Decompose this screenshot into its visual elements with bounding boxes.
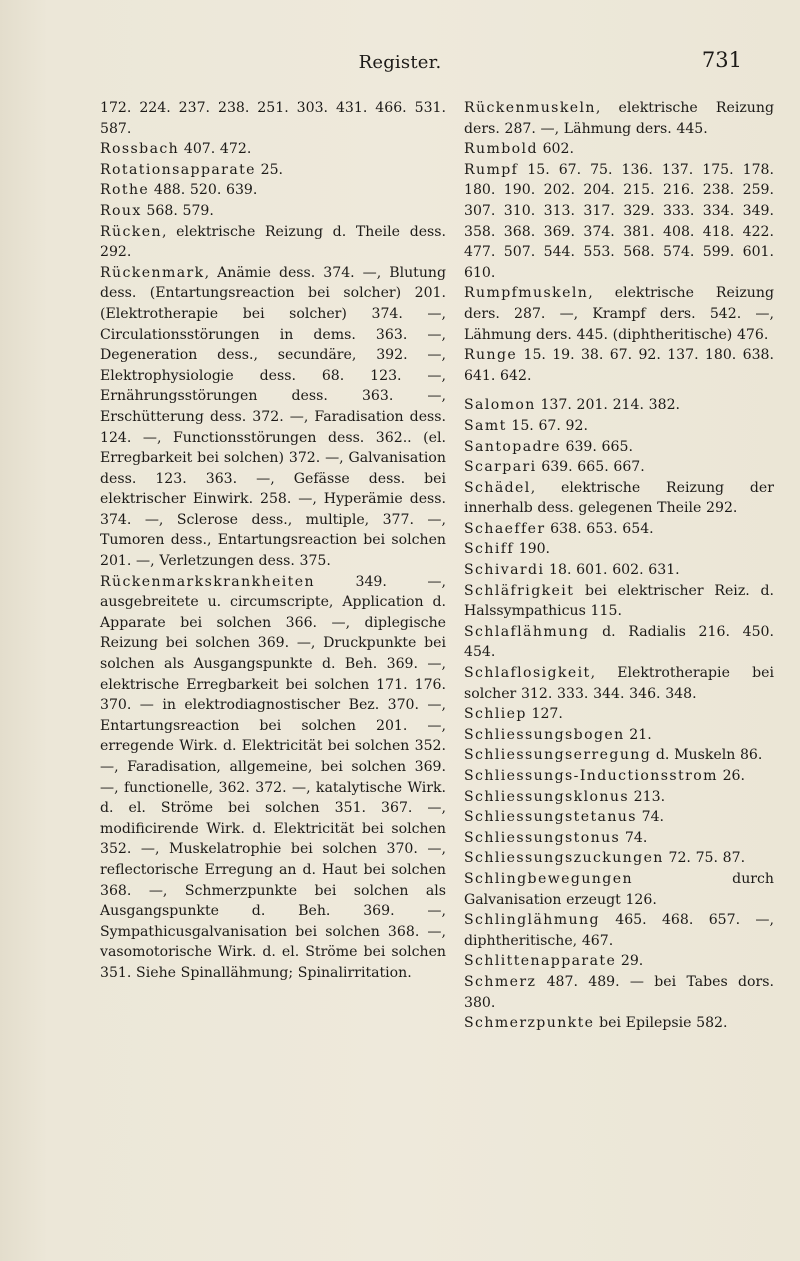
right-column (464, 98, 774, 1034)
index-entry (464, 519, 774, 540)
index-term: Samt (464, 417, 507, 434)
index-references: 137. 201. 214. 382. (535, 397, 681, 414)
index-entry (464, 160, 774, 284)
index-term: Schaeffer (464, 520, 546, 537)
index-term: Schliep (464, 706, 527, 723)
index-entry (464, 416, 774, 437)
index-references: 72. 75. 87. (663, 850, 746, 867)
index-entry (464, 539, 774, 560)
index-references: d. Muskeln 86. (651, 747, 763, 764)
index-entry (464, 828, 774, 849)
index-term: Schädel (464, 479, 531, 496)
index-entry (464, 663, 774, 704)
index-term: Schiff (464, 541, 514, 558)
index-entry (464, 848, 774, 869)
index-references: 18. 601. 602. 631. (544, 562, 680, 579)
index-references: 638. 653. 654. (545, 520, 654, 537)
index-references: 127. (526, 706, 563, 723)
page-header-title: Register. (358, 52, 442, 73)
index-references: 21. (624, 726, 652, 743)
index-entry (464, 478, 774, 519)
index-references: 25. (255, 161, 284, 178)
index-entry (464, 581, 774, 622)
index-term: Rücken (100, 223, 162, 240)
index-references: 407. 472. (179, 141, 252, 158)
index-term: Santopadre (464, 438, 561, 455)
index-references: 639. 665. 667. (536, 459, 645, 476)
index-references: bei elektrischer Reiz. d. Halssympathicus 115. (464, 582, 774, 620)
index-references: 349. —, ausgebreitete u. circumscripte, Application d. Apparate bei solchen 366. —, diplegische Reizung bei solchen 369. —, Druckpunkte bei solchen als Ausgangspunkte d. Beh. 369. —, elektrische Erregbarkeit bei solchen 171. 176. 370. — in elektrodiagnostischer Bez. 370. —, Entartungsreaction bei solchen 201. —, erregende Wirk. d. Elektricität bei solchen 352. —, Faradisation, allgemeine, bei solchen 369. —, functionelle, 362. 372. —, katalytische Wirk. d. el. Ströme bei solchen 351. 367. —, modificirende Wirk. d. Elektricität bei solchen 352. —, Muskelatrophie bei solchen 370. —, reflectorische Erregung an d. Haut bei solchen 368. —, Schmerzpunkte bei solchen als Ausgangspunkte d. Beh. 369. —, Sympathicusgalvanisation bei solchen 368. —, vasomotorische Wirk. d. el. Ströme bei solchen 351. Siehe Spinallähmung; Spinalirritation. (100, 573, 446, 981)
index-entry (464, 807, 774, 828)
index-entry (464, 704, 774, 725)
page-number: 731 (701, 48, 742, 72)
index-entry (464, 457, 774, 478)
index-term: Schlingbewegungen (464, 870, 633, 887)
index-term: Schlinglähmung (464, 912, 600, 929)
index-references: , elektrische Reizung ders. 287. —, Krampf ders. 542. —, Lähmung ders. 445. (diphtheritische) 476. (464, 285, 774, 343)
index-references: durch Galvanisation erzeugt 126. (464, 870, 774, 908)
index-term: Schläfrigkeit (464, 582, 575, 599)
index-entry (464, 283, 774, 345)
index-references: 15. 19. 38. 67. 92. 137. 180. 638. 641. 642. (464, 347, 774, 384)
index-term: Schmerzpunkte (464, 1015, 595, 1032)
index-term: Rossbach (100, 141, 180, 158)
index-entry (464, 395, 774, 416)
index-entry (464, 98, 774, 139)
index-entry (464, 725, 774, 746)
index-term: Scarpari (464, 459, 537, 476)
index-entry (464, 745, 774, 766)
index-references: 213. (628, 788, 666, 805)
index-term: Rothe (100, 182, 150, 199)
index-entry (464, 560, 774, 581)
index-references: d. Radialis 216. 450. 454. (464, 623, 774, 661)
index-references: 172. 224. 237. 238. 251. 303. 431. 466. 531. 587. (100, 100, 446, 137)
index-term: Salomon (464, 397, 536, 414)
index-entry (100, 572, 446, 984)
index-term: Schliessungsbogen (464, 726, 625, 743)
index-references: 568. 579. (141, 202, 214, 219)
index-references: 639. 665. (560, 438, 633, 455)
index-references: 74. (620, 829, 648, 846)
index-entry (464, 787, 774, 808)
index-term: Rückenmark (100, 264, 205, 281)
index-term: Schliessungs-Inductionsstrom (464, 768, 718, 784)
index-term: Rotationsapparate (100, 161, 256, 178)
index-entry (464, 910, 774, 951)
index-term: Schliessungszuckungen (464, 850, 664, 867)
index-term: Runge (464, 347, 518, 364)
index-entry (100, 222, 446, 263)
index-term: Schlittenapparate (464, 953, 617, 970)
index-entry (100, 160, 446, 181)
index-entry (464, 345, 774, 386)
index-entry (100, 263, 446, 572)
index-entry (464, 1013, 774, 1034)
index-entry (100, 180, 446, 201)
index-term: Schivardi (464, 562, 545, 579)
index-references: 74. (636, 809, 665, 826)
index-references: 15. 67. 75. 136. 137. 175. 178. 180. 190. 202. 204. 215. 216. 238. 259. 307. 310. 313. 317. 329. 333. 334. 349. 358. 368. 369. 374. 381. 408. 418. 422. 477. 507. 544. 553. 568. 574. 599. 601. 610. (464, 161, 774, 281)
index-term: Schlaflosigkeit (464, 665, 591, 682)
index-entry (464, 622, 774, 663)
index-term: Rumpfmuskeln (464, 285, 589, 302)
index-entry (464, 869, 774, 910)
index-term: Schliessungstetanus (464, 809, 637, 826)
index-term: Schlaflähmung (464, 623, 590, 640)
index-entry (100, 201, 446, 222)
index-references: 487. 489. — bei Tabes dors. 380. (464, 973, 774, 1011)
index-references: bei Epilepsie 582. (594, 1015, 728, 1032)
index-references: , Anämie dess. 374. —, Blutung dess. (Entartungsreaction bei solcher) 201. (Elektrotherapie bei solcher) 374. —, Circulationsstörungen in dems. 363. —, Degeneration dess., secundäre, 392. —, Elektrophysiologie dess. 68. 123. —, Ernährungsstörungen dess. 363. —, Erschütterung dess. 372. —, Faradisation dess. 124. —, Functionsstörungen dess. 362.. (el. Erregbarkeit bei solchen) 372. —, Galvanisation dess. 123. 363. —, Gefässe dess. bei elektrischer Einwirk. 258. —, Hyperämie dess. 374. —, Sclerose dess., multiple, 377. —, Tumoren dess., Entartungsreaction bei solchen 201. —, Verletzungen dess. 375. (100, 264, 446, 570)
index-references: , elektrische Reizung der innerhalb dess. gelegenen Theile 292. (464, 479, 774, 517)
index-references: , elektrische Reizung ders. 287. —, Lähmung ders. 445. (464, 100, 774, 137)
index-entry (464, 766, 774, 787)
index-entry (464, 972, 774, 1013)
index-term: Roux (100, 202, 142, 219)
index-term: Schliessungsklonus (464, 788, 629, 805)
index-references: , Elektrotherapie bei solcher 312. 333. 344. 346. 348. (464, 665, 774, 702)
index-entry (100, 98, 446, 139)
index-term: Rückenmuskeln (464, 100, 596, 116)
index-term: Rumbold (464, 141, 538, 158)
index-references: 29. (616, 953, 644, 970)
index-term: Rückenmarkskrankheiten (100, 573, 315, 590)
index-entry (100, 139, 446, 160)
index-entry (464, 139, 774, 160)
left-column (100, 98, 446, 984)
index-references: , elektrische Reizung d. Theile dess. 292. (100, 223, 446, 261)
index-term: Schliessungserregung (464, 747, 652, 764)
index-entry (464, 951, 774, 972)
index-references: 488. 520. 639. (149, 182, 258, 199)
index-term: Schmerz (464, 973, 537, 990)
index-references: 190. (513, 541, 551, 558)
index-references: 26. (717, 768, 745, 784)
index-term: Rumpf (464, 161, 519, 178)
index-references: 602. (537, 141, 574, 158)
index-references: 465. 468. 657. —, diphtheritische, 467. (464, 912, 774, 949)
index-entry (464, 437, 774, 458)
index-term: Schliessungstonus (464, 829, 621, 846)
index-references: 15. 67. 92. (506, 417, 588, 434)
